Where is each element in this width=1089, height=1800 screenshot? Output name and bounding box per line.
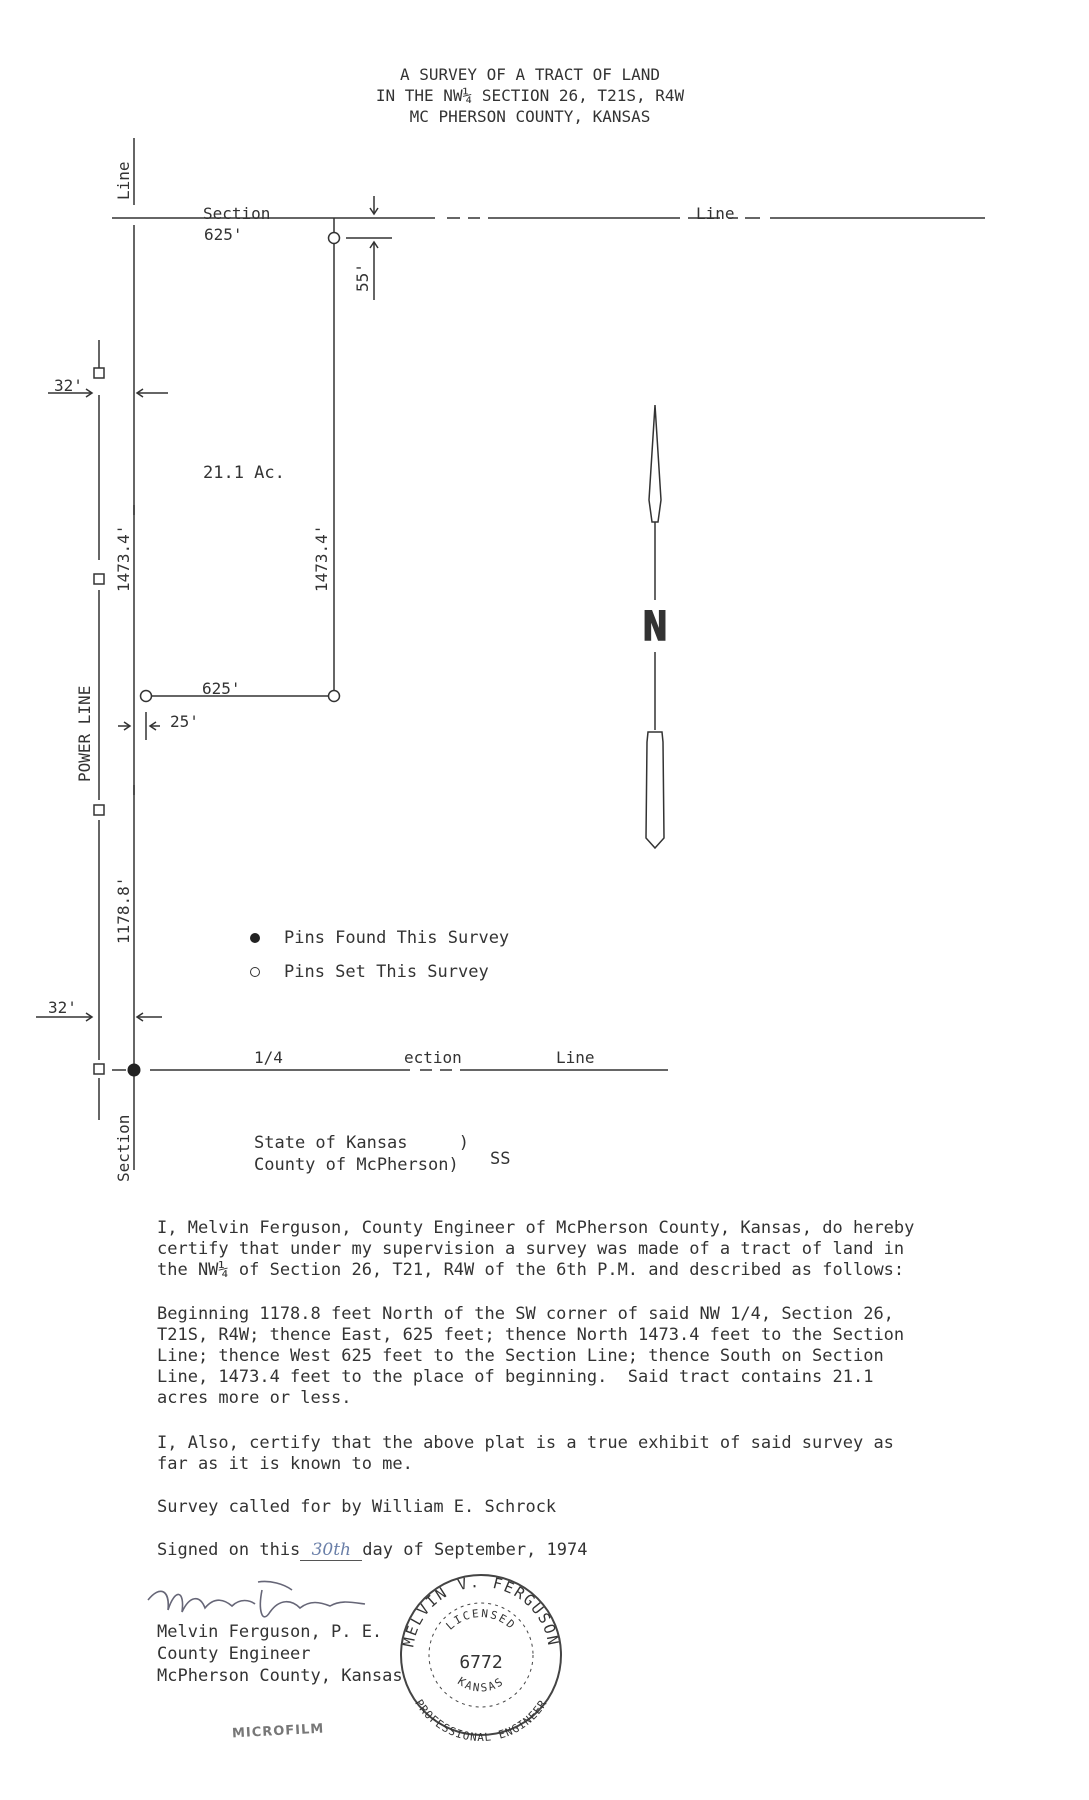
venue-county: County of McPherson): [254, 1155, 459, 1175]
signed-prefix: Signed on this: [157, 1540, 301, 1560]
certificate-requested-by: Survey called for by William E. Schrock: [157, 1497, 557, 1517]
dim-625-bottom: 625': [202, 679, 241, 698]
handwritten-signature: [148, 1581, 365, 1616]
certificate-paragraph-3: I, Also, certify that the above plat is a true exhibit of said survey as far as it is known to me.: [157, 1433, 894, 1474]
power-pole: [94, 574, 104, 584]
pin-found-icon: [250, 933, 260, 943]
venue-block: [254, 1132, 469, 1176]
dim-625-top: 625': [204, 225, 243, 244]
seal-name: MELVIN V. FERGUSON: [399, 1572, 563, 1649]
label-line-bottom: Line: [556, 1048, 595, 1067]
certificate-paragraph-2: Beginning 1178.8 feet North of the SW corner of said NW 1/4, Section 26, T21S, R4W; thence East, 625 feet; thence North 1473.4 feet to the Section Line; thence West 625 feet to the Section Line; thence South on Section Line, 1473.4 feet to the place of beginning. Said tract contains 21.1 acres more or less.: [157, 1304, 905, 1408]
power-pole: [94, 368, 104, 378]
signed-date-line: [157, 1540, 587, 1561]
seal-state: KANSAS: [455, 1674, 507, 1695]
dim-32-bottom: 32': [48, 998, 77, 1017]
acreage-label: 21.1 Ac.: [203, 463, 285, 483]
dim-1178: 1178.8': [114, 876, 133, 944]
seal-profession: PROFESSIONAL ENGINEER: [412, 1697, 550, 1744]
signer-name: Melvin Ferguson, P. E.: [157, 1622, 383, 1642]
label-line-top-right: Line: [696, 204, 735, 223]
legend-set-label: Pins Set This Survey: [284, 962, 489, 982]
pin-set-sw: [141, 691, 152, 702]
pin-set-icon: [250, 967, 260, 977]
certificate-paragraph-1: I, Melvin Ferguson, County Engineer of McPherson County, Kansas, do hereby certify that under my supervision a survey was made of a tract of land in the NW¼ of Section 26, T21, R4W of the 6th P.M. and described as follows:: [157, 1218, 915, 1280]
pin-set-se: [329, 691, 340, 702]
title-line-3: MC PHERSON COUNTY, KANSAS: [409, 107, 651, 126]
pin-found-corner: [128, 1064, 140, 1076]
north-label: N: [642, 604, 668, 650]
label-section-bottom: Section: [114, 1114, 133, 1182]
power-line-label: POWER LINE: [75, 685, 94, 782]
power-pole: [94, 805, 104, 815]
svg-text:KANSAS: [455, 1675, 506, 1695]
dim-1473-right: 1473.4': [312, 524, 331, 592]
dim-1473-left: 1473.4': [114, 524, 133, 592]
engineer-seal: [399, 1573, 562, 1744]
svg-text:LICENSED: [443, 1607, 518, 1633]
seal-number: 6772: [459, 1652, 503, 1673]
title-line-1: A SURVEY OF A TRACT OF LAND: [399, 65, 661, 84]
signer-county: McPherson County, Kansas: [157, 1666, 403, 1686]
seal-licensed: LICENSED: [443, 1606, 519, 1633]
power-pole: [94, 1064, 104, 1074]
dim-55: 55': [353, 263, 372, 292]
signer-title: County Engineer: [157, 1644, 311, 1664]
pin-set-ne: [329, 233, 340, 244]
signed-suffix: day of September, 1974: [362, 1540, 588, 1560]
dim-25: 25': [170, 712, 199, 731]
north-arrow-icon: [643, 405, 667, 848]
legend-set: [250, 962, 489, 982]
venue-ss: SS: [490, 1149, 511, 1169]
dim-32-top: 32': [54, 376, 83, 395]
venue-state: State of Kansas ): [254, 1133, 469, 1153]
label-quarter: 1/4: [254, 1048, 283, 1067]
legend-found-label: Pins Found This Survey: [284, 928, 510, 948]
signature-block: [157, 1621, 403, 1687]
microfilm-stamp: MICROFILM: [231, 1721, 325, 1742]
label-section-top: Section: [203, 204, 271, 223]
label-ection: ection: [404, 1048, 462, 1067]
label-line-top-left: Line: [114, 161, 133, 200]
svg-text:MELVIN V. FERGUSON: [399, 1573, 562, 1649]
signed-day: 30th: [300, 1540, 362, 1561]
title-line-2: IN THE NW¼ SECTION 26, T21S, R4W: [375, 86, 685, 105]
svg-text:PROFESSIONAL ENGINEER: [412, 1697, 549, 1744]
legend-found: [250, 928, 509, 948]
